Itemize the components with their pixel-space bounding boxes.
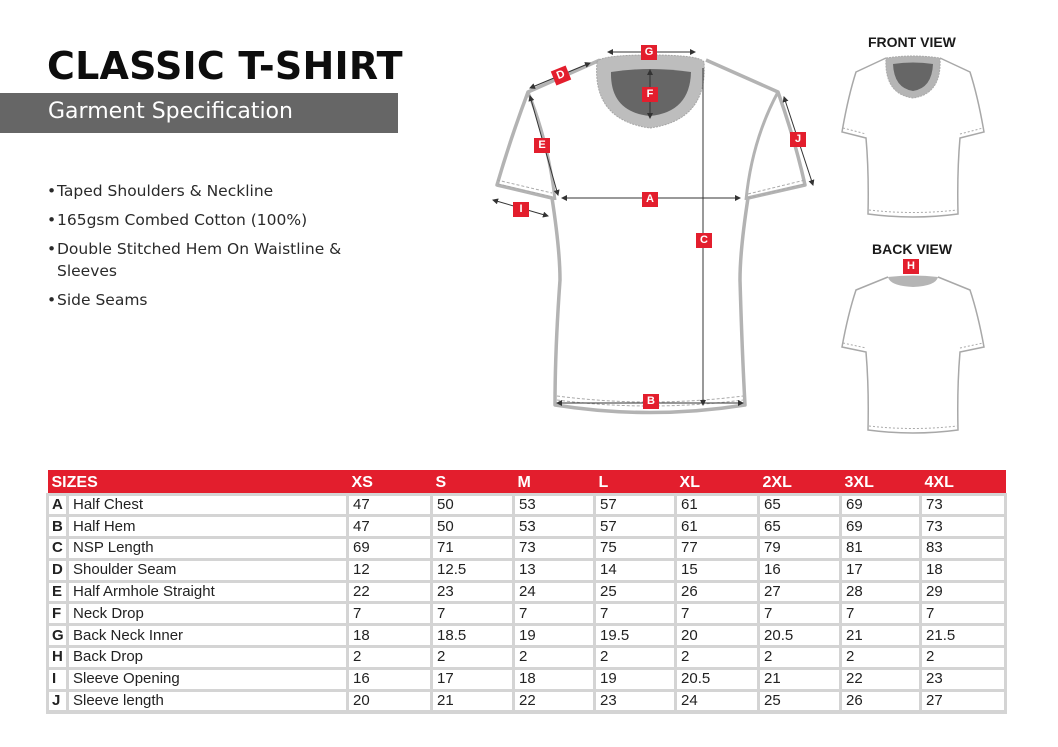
measurement-value: 24 <box>514 581 595 603</box>
marker-f: F <box>642 87 658 102</box>
measurement-value: 61 <box>676 516 759 538</box>
marker-b: B <box>643 394 659 409</box>
page-subtitle: Garment Specification <box>48 99 293 124</box>
measurement-name: Half Armhole Straight <box>68 581 348 603</box>
measurement-code: E <box>48 581 68 603</box>
measurement-name: Neck Drop <box>68 603 348 625</box>
measurement-code: B <box>48 516 68 538</box>
measurement-value: 83 <box>921 538 1006 560</box>
measurement-code: A <box>48 494 68 516</box>
table-row <box>48 647 1006 669</box>
measurement-value: 2 <box>348 647 432 669</box>
feature-item: • Double Stitched Hem On Waistline & Sleeves <box>47 238 347 282</box>
measurement-name: NSP Length <box>68 538 348 560</box>
measurement-value: 24 <box>676 690 759 712</box>
measurement-value: 18.5 <box>432 625 514 647</box>
measurement-value: 73 <box>921 494 1006 516</box>
measurement-value: 69 <box>348 538 432 560</box>
measurement-value: 21 <box>841 625 921 647</box>
measurement-value: 73 <box>921 516 1006 538</box>
table-row <box>48 559 1006 581</box>
measurement-value: 7 <box>841 603 921 625</box>
measurement-value: 19.5 <box>595 625 676 647</box>
subtitle-banner <box>0 93 398 133</box>
measurement-code: H <box>48 647 68 669</box>
measurement-value: 27 <box>921 690 1006 712</box>
measurement-value: 20 <box>348 690 432 712</box>
measurement-value: 7 <box>432 603 514 625</box>
measurement-value: 75 <box>595 538 676 560</box>
table-header-row <box>48 470 1006 494</box>
measurement-value: 7 <box>514 603 595 625</box>
tshirt-measurement-diagram <box>480 35 840 430</box>
measurement-value: 23 <box>921 668 1006 690</box>
measurement-value: 47 <box>348 494 432 516</box>
measurement-value: 81 <box>841 538 921 560</box>
table-row <box>48 516 1006 538</box>
marker-a: A <box>642 192 658 207</box>
measurement-value: 71 <box>432 538 514 560</box>
feature-item: • Taped Shoulders & Neckline <box>47 180 347 202</box>
measurement-value: 14 <box>595 559 676 581</box>
measurement-value: 12.5 <box>432 559 514 581</box>
measurement-value: 79 <box>759 538 841 560</box>
measurement-value: 16 <box>348 668 432 690</box>
measurement-value: 12 <box>348 559 432 581</box>
table-row <box>48 581 1006 603</box>
measurement-value: 73 <box>514 538 595 560</box>
table-row <box>48 625 1006 647</box>
measurement-value: 17 <box>841 559 921 581</box>
table-row <box>48 690 1006 712</box>
measurement-value: 25 <box>595 581 676 603</box>
measurement-value: 53 <box>514 494 595 516</box>
measurement-code: J <box>48 690 68 712</box>
measurement-value: 65 <box>759 494 841 516</box>
marker-e: E <box>534 138 550 153</box>
marker-c: C <box>696 233 712 248</box>
size-header: L <box>595 470 676 494</box>
measurement-value: 16 <box>759 559 841 581</box>
measurement-code: G <box>48 625 68 647</box>
measurement-value: 20.5 <box>759 625 841 647</box>
measurement-value: 50 <box>432 516 514 538</box>
table-row <box>48 603 1006 625</box>
front-view-tshirt-icon <box>838 52 988 222</box>
measurement-value: 2 <box>841 647 921 669</box>
measurement-value: 57 <box>595 494 676 516</box>
measurement-value: 22 <box>514 690 595 712</box>
measurement-value: 2 <box>595 647 676 669</box>
measurement-name: Back Drop <box>68 647 348 669</box>
measurement-value: 22 <box>348 581 432 603</box>
table-row <box>48 538 1006 560</box>
measurement-value: 29 <box>921 581 1006 603</box>
measurement-value: 2 <box>432 647 514 669</box>
measurement-value: 53 <box>514 516 595 538</box>
measurement-value: 25 <box>759 690 841 712</box>
measurement-value: 77 <box>676 538 759 560</box>
measurement-value: 23 <box>595 690 676 712</box>
measurement-value: 7 <box>759 603 841 625</box>
measurement-value: 21 <box>432 690 514 712</box>
measurement-value: 20 <box>676 625 759 647</box>
front-view-label: FRONT VIEW <box>868 34 956 50</box>
measurement-value: 69 <box>841 516 921 538</box>
back-view-tshirt-icon <box>838 272 988 437</box>
measurement-value: 13 <box>514 559 595 581</box>
measurement-code: D <box>48 559 68 581</box>
measurement-value: 21.5 <box>921 625 1006 647</box>
measurement-value: 26 <box>676 581 759 603</box>
measurement-value: 18 <box>348 625 432 647</box>
page-title: CLASSIC T-SHIRT <box>47 44 403 88</box>
measurement-code: C <box>48 538 68 560</box>
sizes-header: SIZES <box>48 470 348 494</box>
measurement-name: Half Chest <box>68 494 348 516</box>
marker-h: H <box>903 259 919 274</box>
measurement-value: 2 <box>514 647 595 669</box>
size-header: 3XL <box>841 470 921 494</box>
measurement-value: 7 <box>348 603 432 625</box>
measurement-value: 20.5 <box>676 668 759 690</box>
size-header: 2XL <box>759 470 841 494</box>
measurement-value: 47 <box>348 516 432 538</box>
measurement-value: 28 <box>841 581 921 603</box>
measurement-value: 7 <box>595 603 676 625</box>
measurement-value: 18 <box>514 668 595 690</box>
measurement-value: 19 <box>514 625 595 647</box>
feature-item: • 165gsm Combed Cotton (100%) <box>47 209 347 231</box>
measurement-name: Sleeve length <box>68 690 348 712</box>
measurement-value: 2 <box>676 647 759 669</box>
measurement-name: Sleeve Opening <box>68 668 348 690</box>
measurement-value: 27 <box>759 581 841 603</box>
measurement-value: 61 <box>676 494 759 516</box>
feature-item: • Side Seams <box>47 289 347 311</box>
size-header: M <box>514 470 595 494</box>
measurement-value: 57 <box>595 516 676 538</box>
measurement-value: 50 <box>432 494 514 516</box>
size-header: XL <box>676 470 759 494</box>
measurement-value: 23 <box>432 581 514 603</box>
table-row <box>48 494 1006 516</box>
marker-g: G <box>641 45 657 60</box>
measurement-value: 19 <box>595 668 676 690</box>
measurement-name: Shoulder Seam <box>68 559 348 581</box>
measurement-value: 26 <box>841 690 921 712</box>
size-header: 4XL <box>921 470 1006 494</box>
marker-d: D <box>551 66 571 86</box>
marker-j: J <box>790 132 806 147</box>
measurement-value: 69 <box>841 494 921 516</box>
measurement-value: 7 <box>676 603 759 625</box>
measurement-value: 7 <box>921 603 1006 625</box>
marker-i: I <box>513 202 529 217</box>
measurement-name: Back Neck Inner <box>68 625 348 647</box>
measurement-value: 18 <box>921 559 1006 581</box>
measurement-name: Half Hem <box>68 516 348 538</box>
measurement-value: 22 <box>841 668 921 690</box>
measurement-value: 2 <box>759 647 841 669</box>
measurement-value: 15 <box>676 559 759 581</box>
size-chart-table <box>46 470 1007 714</box>
measurement-code: F <box>48 603 68 625</box>
back-view-label: BACK VIEW <box>872 241 953 257</box>
measurement-value: 17 <box>432 668 514 690</box>
measurement-value: 2 <box>921 647 1006 669</box>
measurement-code: I <box>48 668 68 690</box>
measurement-value: 65 <box>759 516 841 538</box>
table-row <box>48 668 1006 690</box>
size-header: S <box>432 470 514 494</box>
size-header: XS <box>348 470 432 494</box>
measurement-value: 21 <box>759 668 841 690</box>
feature-list <box>47 180 347 318</box>
